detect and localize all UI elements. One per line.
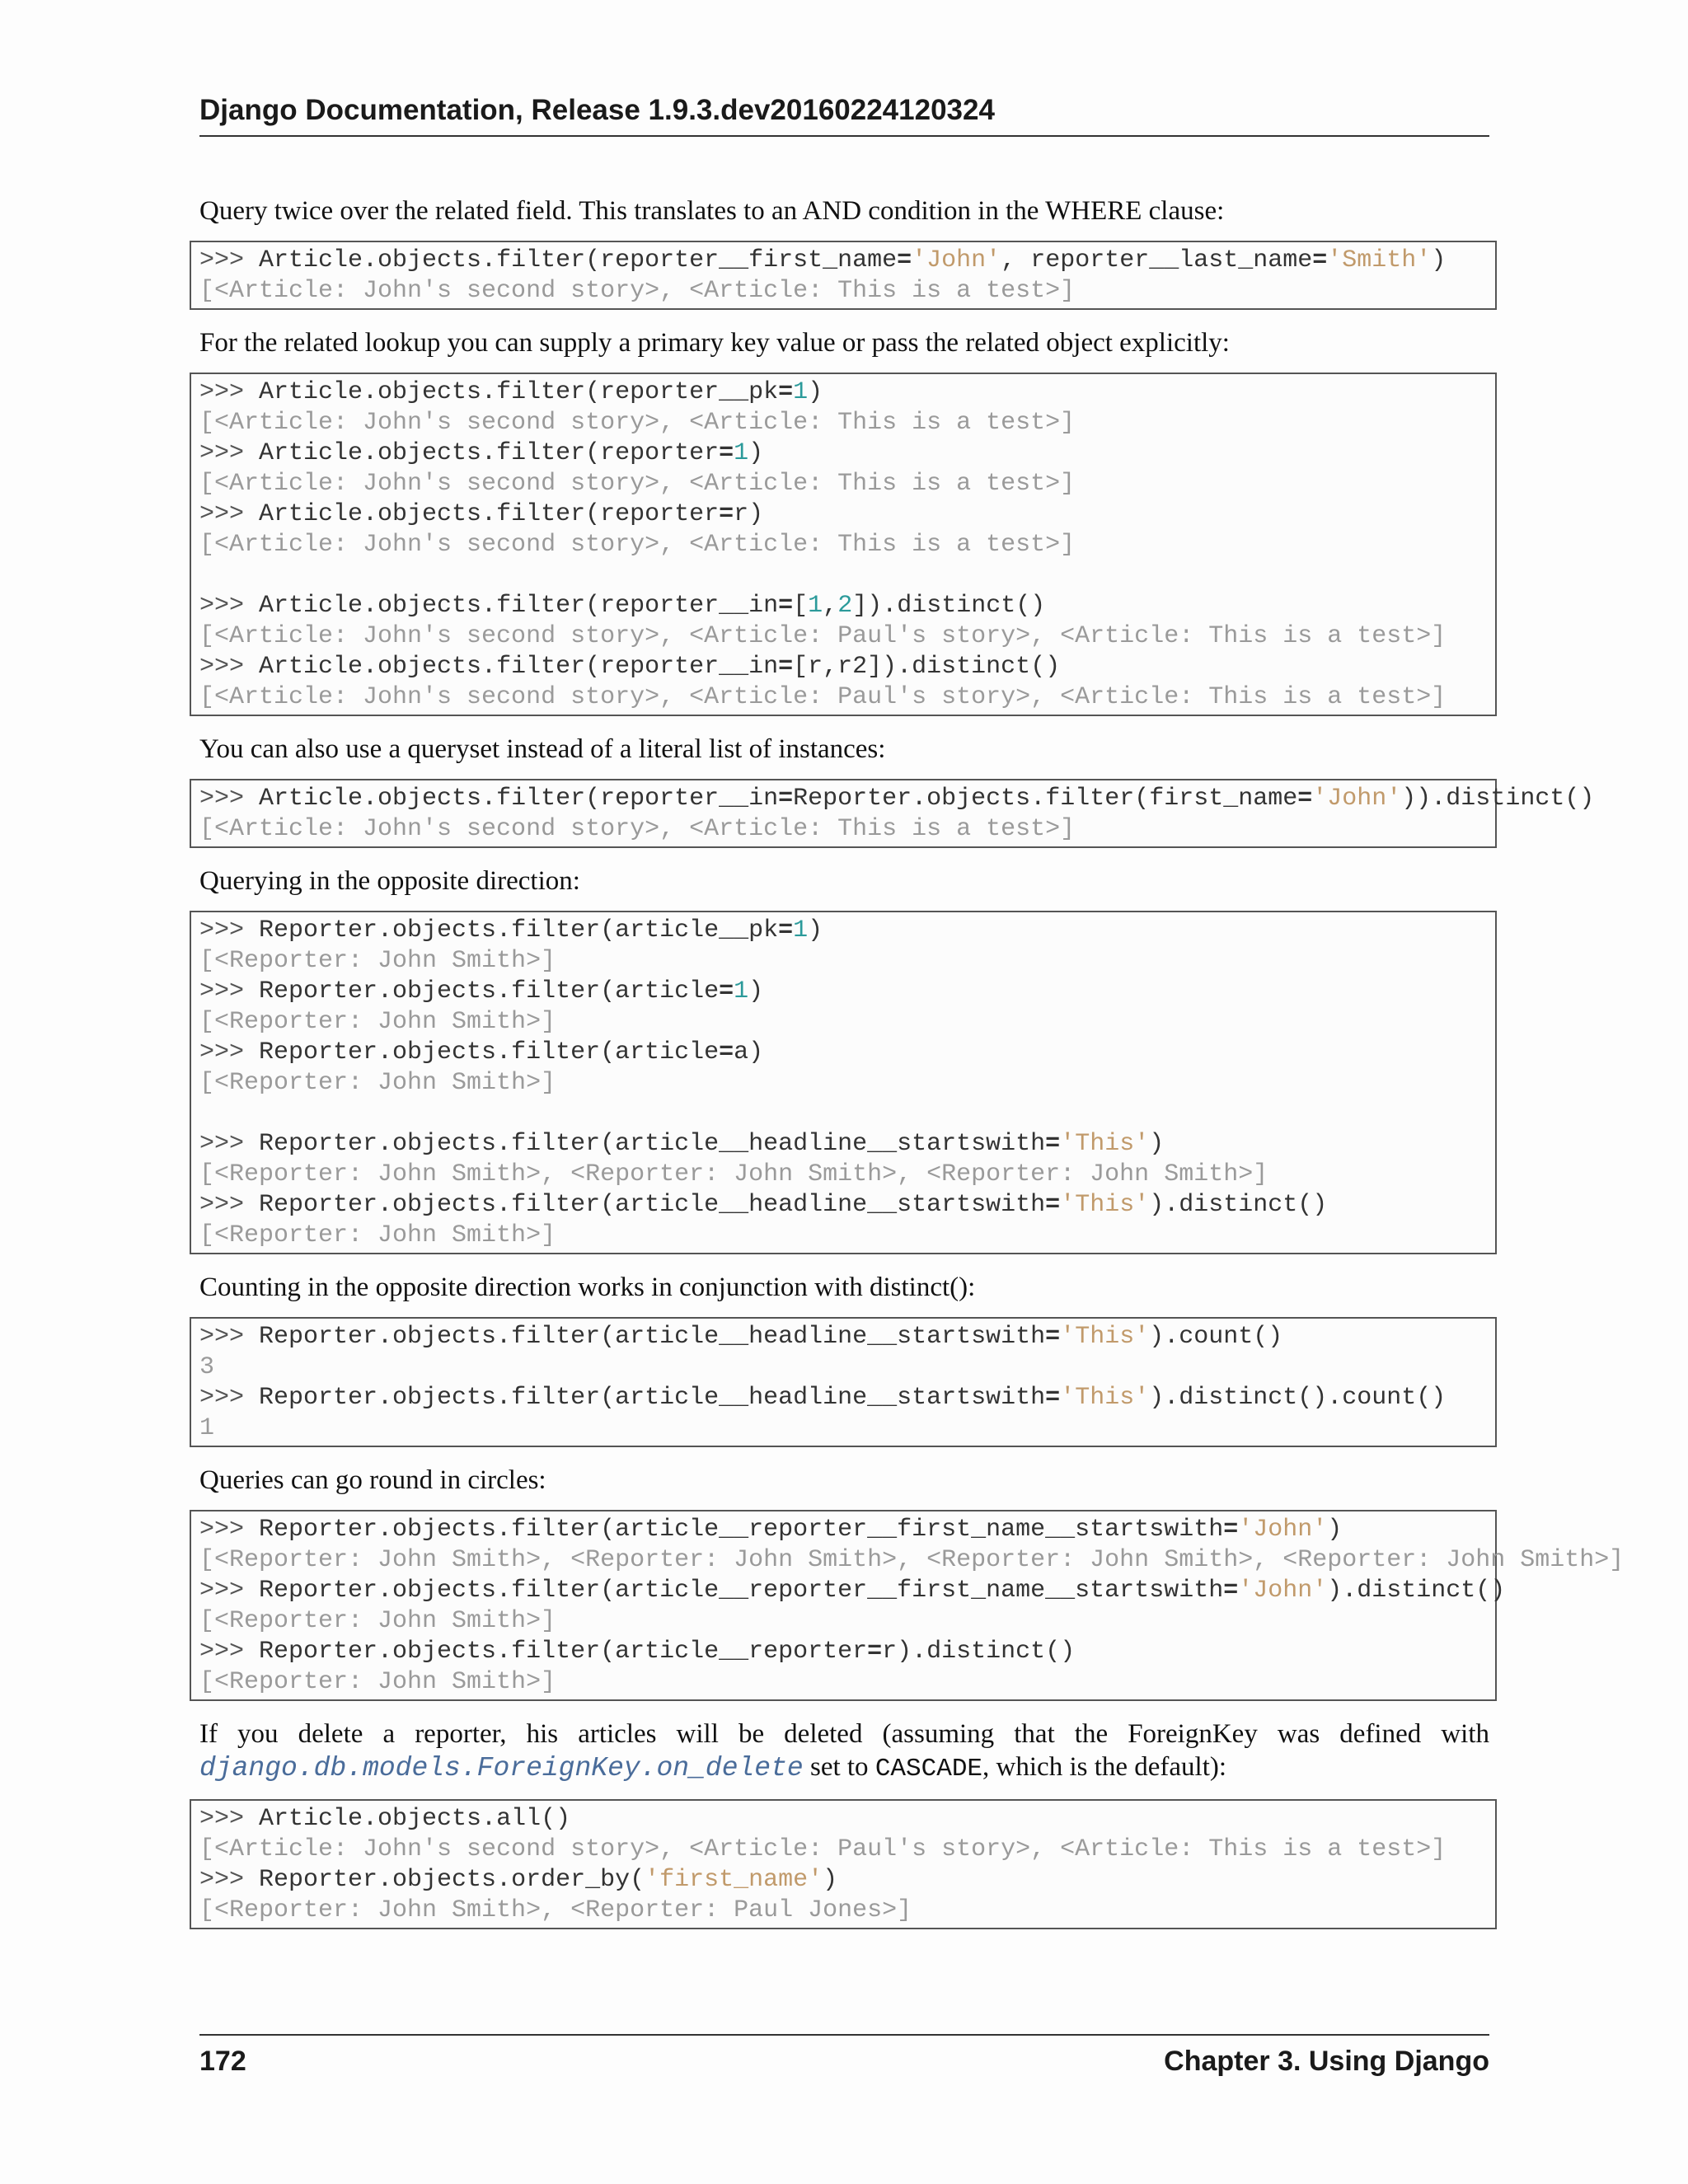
page-footer [199, 2034, 1489, 2079]
code-input-line: >>> Article.objects.filter(reporter__pk=1) [199, 378, 823, 406]
code-input-line: >>> Reporter.objects.filter(article__headline__startswith='This').count() [199, 1323, 1283, 1351]
code-input-line: >>> Reporter.objects.filter(article__pk=1) [199, 916, 823, 944]
code-input-line: >>> Reporter.objects.filter(article=a) [199, 1038, 764, 1066]
code-output-line: [<Reporter: John Smith>] [199, 1607, 556, 1635]
code-block [190, 373, 1497, 716]
paragraph-text: If you delete a reporter, his articles will be deleted (assuming that the ForeignKey was defined with [199, 1719, 1489, 1749]
code-input-line: >>> Article.objects.filter(reporter=1) [199, 439, 764, 467]
code-output-line: [<Article: John's second story>, <Article: This is a test>] [199, 531, 1076, 559]
on-delete-link[interactable]: django.db.models.ForeignKey.on_delete [199, 1753, 804, 1783]
code-input-line: >>> Reporter.objects.filter(article__reporter=r).distinct() [199, 1638, 1076, 1666]
code-output-line: 1 [199, 1414, 215, 1442]
inline-code: CASCADE [874, 1755, 983, 1783]
code-block [190, 911, 1497, 1254]
paragraph-text: set to [803, 1752, 875, 1782]
code-output-line: [<Reporter: John Smith>] [199, 947, 556, 975]
code-input-line: >>> Article.objects.filter(reporter__first_name='John', reporter__last_name='Smith') [199, 246, 1447, 274]
code-output-line: [<Article: John's second story>, <Article: Paul's story>, <Article: This is a test>] [199, 683, 1447, 711]
code-output-line: [<Reporter: John Smith>, <Reporter: John Smith>, <Reporter: John Smith>] [199, 1160, 1268, 1188]
code-input-line: >>> Reporter.objects.filter(article__reporter__first_name__startswith='John').distinct() [199, 1577, 1506, 1605]
code-input-line: >>> Article.objects.filter(reporter__in=[r,r2]).distinct() [199, 653, 1061, 681]
code-blank-line [199, 1099, 1495, 1129]
page-header [199, 92, 1489, 137]
paragraph: You can also use a queryset instead of a literal list of instances: [199, 734, 886, 764]
code-output-line: [<Article: John's second story>, <Article: This is a test>] [199, 277, 1076, 305]
code-block [190, 1510, 1625, 1701]
code-block [190, 1799, 1497, 1929]
code-block [190, 779, 1595, 848]
code-block [190, 241, 1497, 310]
code-input-line: >>> Article.objects.all() [199, 1805, 571, 1833]
code-block [190, 1317, 1497, 1447]
code-output-line: [<Article: John's second story>, <Article: Paul's story>, <Article: This is a test>] [199, 622, 1447, 650]
code-output-line: [<Reporter: John Smith>, <Reporter: Paul Jones>] [199, 1896, 912, 1924]
code-input-line: >>> Reporter.objects.filter(article__reporter__first_name__startswith='John') [199, 1516, 1343, 1544]
code-blank-line [199, 560, 1495, 591]
code-output-line: [<Reporter: John Smith>] [199, 1668, 556, 1696]
paragraph: Query twice over the related field. This translates to an AND condition in the WHERE clause: [199, 196, 1225, 226]
code-input-line: >>> Reporter.objects.filter(article__headline__startswith='This').distinct().count() [199, 1384, 1447, 1412]
document-title: Django Documentation, Release 1.9.3.dev20160224120324 [199, 94, 995, 126]
code-input-line: >>> Article.objects.filter(reporter=r) [199, 500, 764, 528]
code-input-line: >>> Reporter.objects.order_by('first_name') [199, 1866, 838, 1894]
code-input-line: >>> Reporter.objects.filter(article=1) [199, 977, 764, 1005]
paragraph: Querying in the opposite direction: [199, 866, 580, 896]
paragraph-text: , which is the default): [982, 1752, 1227, 1782]
code-output-line: 3 [199, 1353, 215, 1381]
code-output-line: [<Article: John's second story>, <Article: This is a test>] [199, 470, 1076, 498]
code-output-line: [<Reporter: John Smith>, <Reporter: John Smith>, <Reporter: John Smith>, <Reporter: John Smith>] [199, 1546, 1625, 1574]
code-input-line: >>> Article.objects.filter(reporter__in=Reporter.objects.filter(first_name='John')).distinct() [199, 785, 1595, 813]
code-input-line: >>> Article.objects.filter(reporter__in=[1,2]).distinct() [199, 592, 1046, 620]
page-content [190, 194, 1625, 1946]
paragraph-on-delete [199, 1718, 1489, 1786]
paragraph: Queries can go round in circles: [199, 1465, 546, 1495]
code-output-line: [<Article: John's second story>, <Article: This is a test>] [199, 409, 1076, 437]
code-output-line: [<Article: John's second story>, <Article: This is a test>] [199, 815, 1076, 843]
code-output-line: [<Reporter: John Smith>] [199, 1008, 556, 1036]
code-input-line: >>> Reporter.objects.filter(article__headline__startswith='This').distinct() [199, 1191, 1328, 1219]
chapter-title: Chapter 3. Using Django [1164, 2046, 1489, 2077]
code-output-line: [<Reporter: John Smith>] [199, 1069, 556, 1097]
page-number: 172 [199, 2046, 246, 2077]
paragraph: For the related lookup you can supply a primary key value or pass the related object explicitly: [199, 328, 1230, 358]
code-input-line: >>> Reporter.objects.filter(article__headline__startswith='This') [199, 1130, 1165, 1158]
code-output-line: [<Article: John's second story>, <Article: Paul's story>, <Article: This is a test>] [199, 1835, 1447, 1863]
paragraph: Counting in the opposite direction works in conjunction with distinct(): [199, 1272, 976, 1302]
code-output-line: [<Reporter: John Smith>] [199, 1221, 556, 1249]
